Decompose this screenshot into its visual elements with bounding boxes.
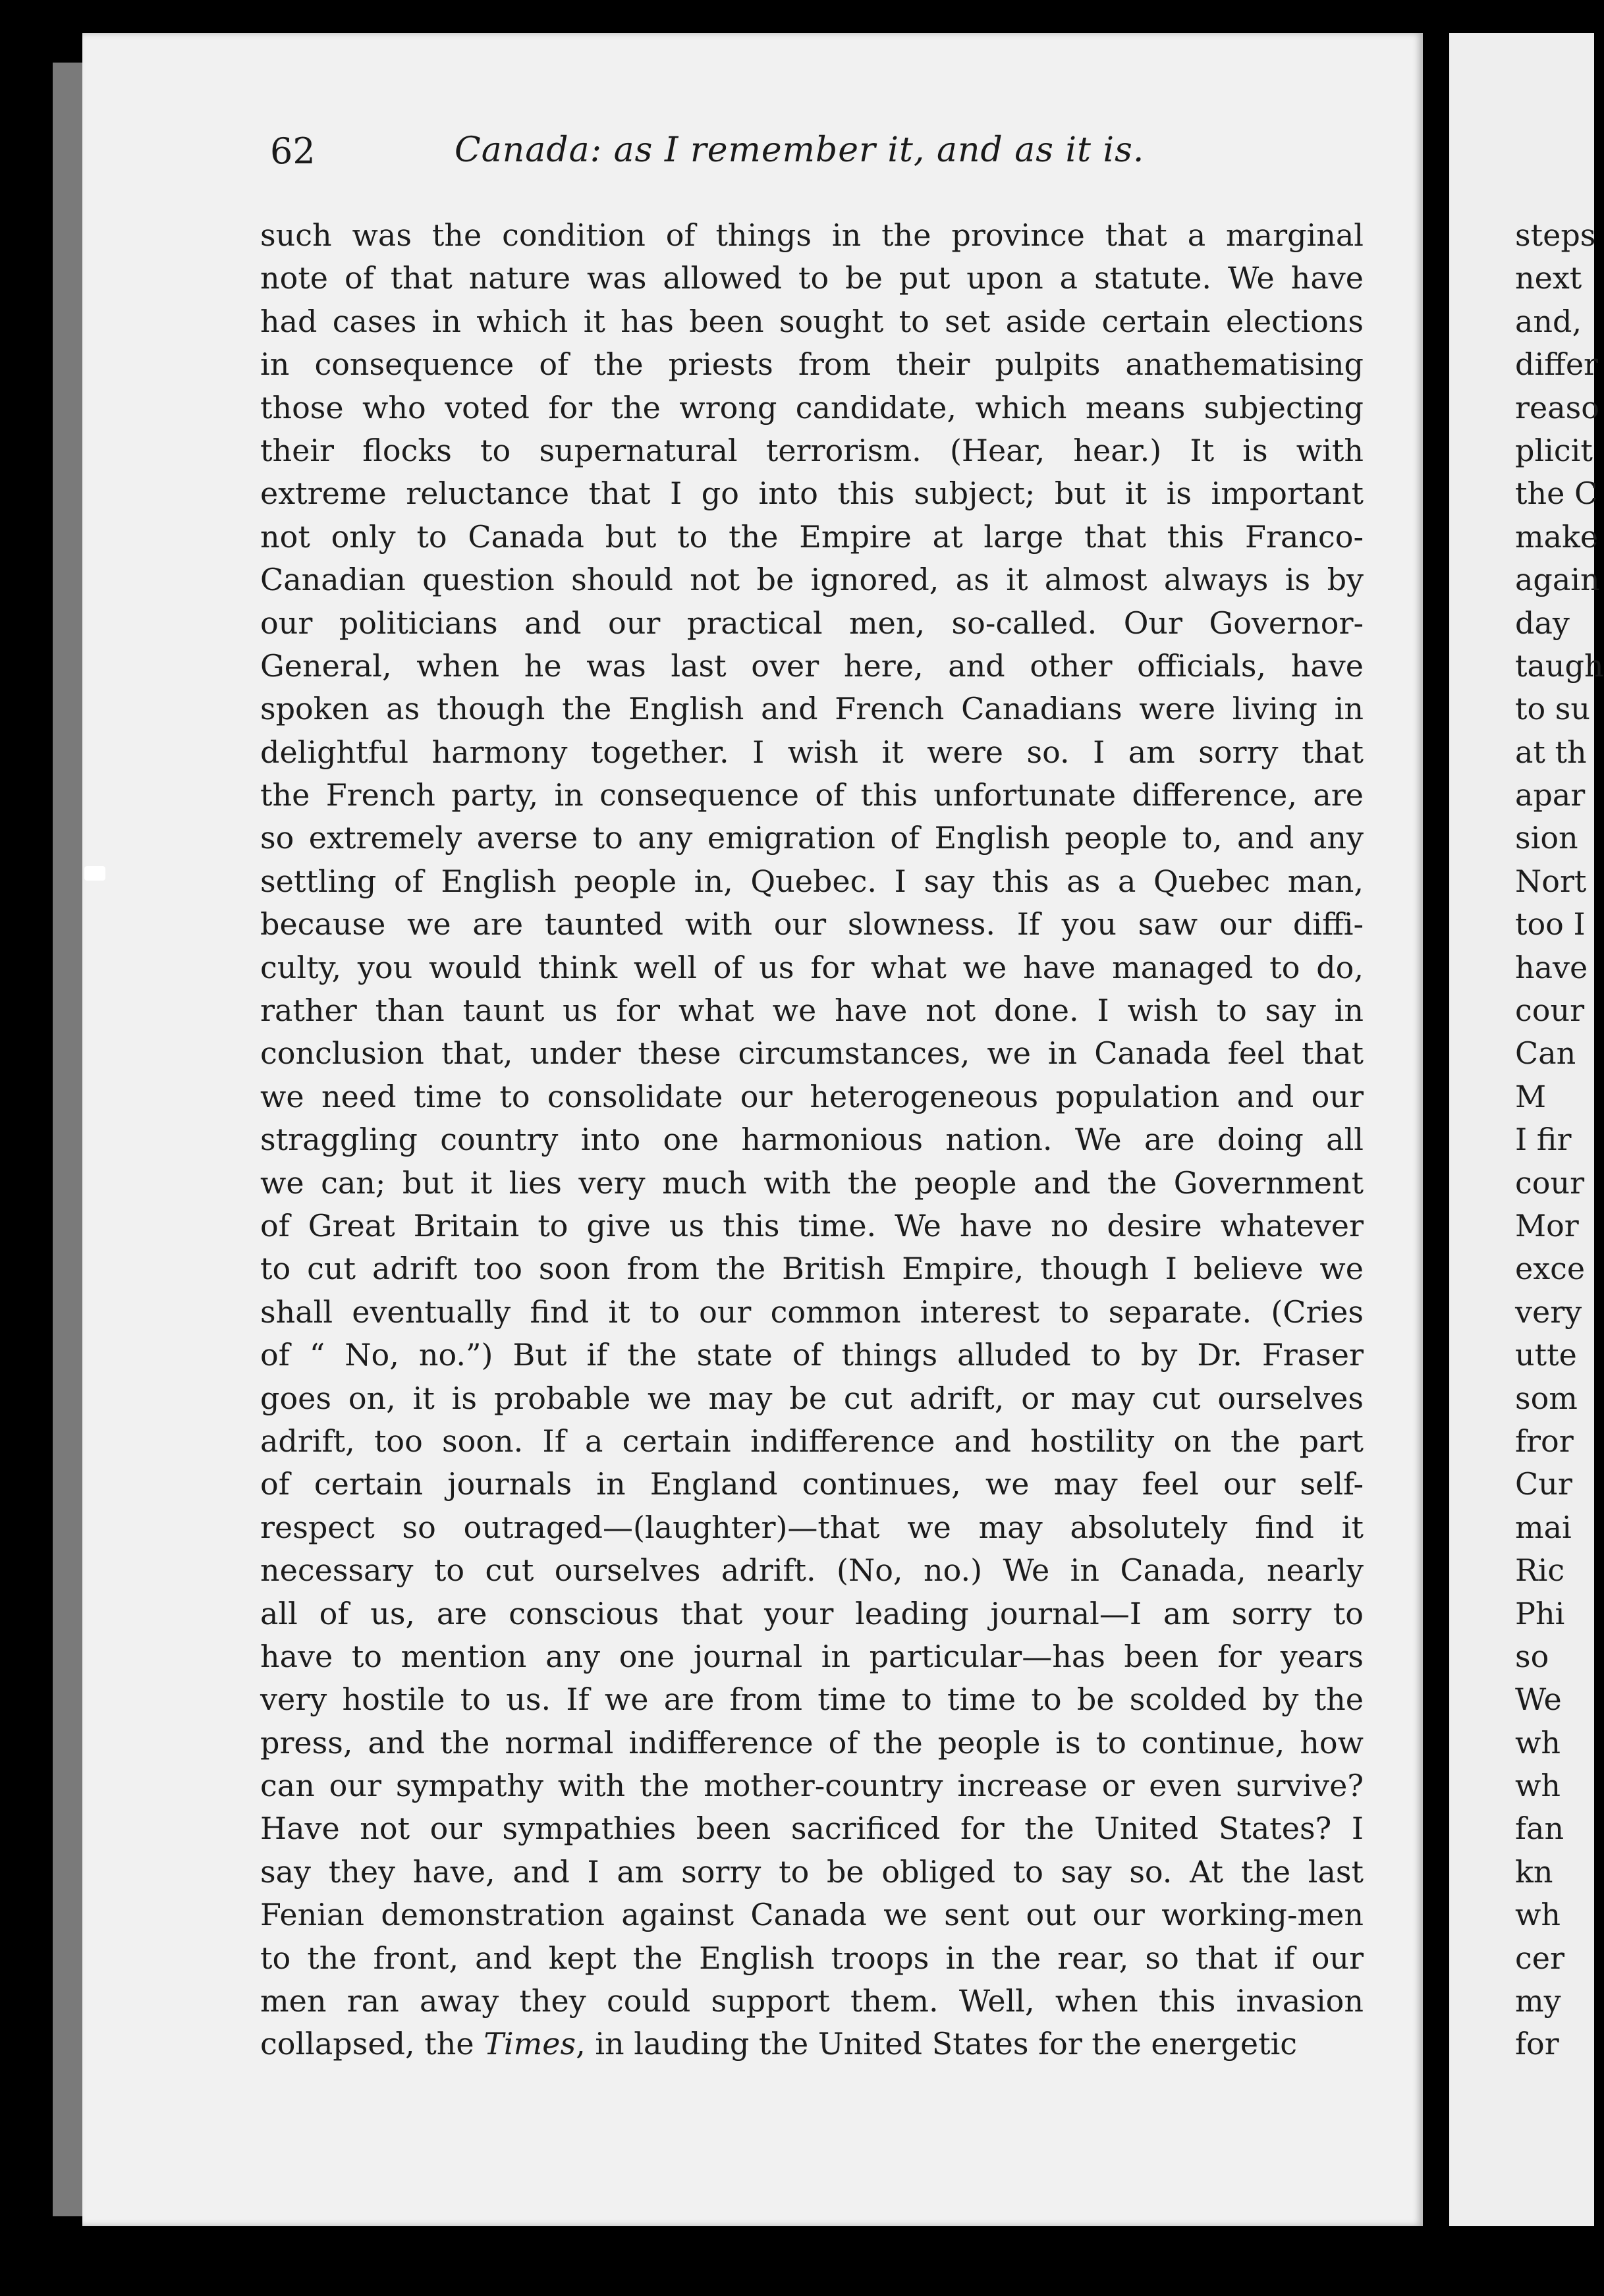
facing-page-fragment: and,: [1515, 303, 1582, 339]
text-line: adrift, too soon. If a certain indifference and hostility on the part: [260, 1423, 1364, 1459]
text-line: we can; but it lies very much with the people and the Government: [260, 1164, 1364, 1201]
facing-page-fragment: again: [1515, 562, 1600, 598]
text-line: culty, you would think well of us for what we have managed to do,: [260, 949, 1364, 985]
text-line: we need time to consolidate our heterogeneous population and our: [260, 1078, 1364, 1114]
text-line: to cut adrift too soon from the British Empire, though I believe we: [260, 1251, 1364, 1287]
text-line: shall eventually find it to our common interest to separate. (Cries: [260, 1294, 1364, 1330]
facing-page-fragment: Can: [1515, 1035, 1576, 1072]
facing-page-fragment: cour: [1515, 1164, 1585, 1201]
facing-page-fragment: for: [1515, 2026, 1559, 2062]
text-line: have to mention any one journal in particular—has been for years: [260, 1638, 1364, 1674]
facing-page-fragment: taugh: [1515, 647, 1604, 684]
facing-page-fragment: kn: [1515, 1853, 1553, 1890]
facing-page-fragment: my: [1515, 1983, 1561, 2019]
text-line: respect so outraged—(laughter)—that we may absolutely find it: [260, 1509, 1364, 1545]
facing-page-fragment: fan: [1515, 1811, 1564, 1847]
text-line: Fenian demonstration against Canada we sent out our working-men: [260, 1897, 1364, 1933]
text-line: had cases in which it has been sought to set aside certain elections: [260, 303, 1364, 339]
text-line: straggling country into one harmonious nation. We are doing all: [260, 1122, 1364, 1158]
facing-page-fragment: mai: [1515, 1509, 1572, 1545]
facing-page-fragment: cer: [1515, 1940, 1564, 1976]
text-line: of “ No, no.”) But if the state of things alluded to by Dr. Fraser: [260, 1337, 1364, 1373]
text-line: say they have, and I am sorry to be obliged to say so. At the last: [260, 1853, 1364, 1890]
facing-page-fragment: day: [1515, 605, 1570, 641]
facing-page-fragment: Nort: [1515, 863, 1587, 899]
book-binding-edge: [53, 63, 86, 2216]
text-line: extreme reluctance that I go into this subject; but it is important: [260, 476, 1364, 512]
facing-page-fragment: Ric: [1515, 1552, 1565, 1589]
facing-page-fragment: fror: [1515, 1423, 1574, 1459]
text-line: delightful harmony together. I wish it were so. I am sorry that: [260, 734, 1364, 770]
text-line: all of us, are conscious that your leading journal—I am sorry to: [260, 1595, 1364, 1631]
facing-page-fragment: steps: [1515, 217, 1596, 253]
facing-page-fragment: sion: [1515, 820, 1578, 856]
text-line: the French party, in consequence of this unfortunate difference, are: [260, 777, 1364, 813]
facing-page-fragment: Phi: [1515, 1595, 1565, 1631]
facing-page-fragment: the C: [1515, 476, 1598, 512]
facing-page-fragment: exce: [1515, 1251, 1586, 1287]
facing-page-fragment: plicit: [1515, 432, 1593, 468]
text-line: collapsed, the Times, in lauding the United States for the energetic: [260, 2026, 1298, 2062]
text-line: their flocks to supernatural terrorism. (Hear, hear.) It is with: [260, 432, 1364, 468]
facing-page-fragment: to su: [1515, 691, 1591, 727]
text-line: note of that nature was allowed to be put upon a statute. We have: [260, 260, 1364, 296]
text-line: those who voted for the wrong candidate, which means subjecting: [260, 389, 1364, 425]
facing-page-fragment: cour: [1515, 993, 1585, 1029]
text-line: of Great Britain to give us this time. We have no desire whatever: [260, 1207, 1364, 1244]
facing-page-fragment: have: [1515, 949, 1588, 985]
facing-page-fragment: at th: [1515, 734, 1587, 770]
text-line: can our sympathy with the mother-country increase or even survive?: [260, 1768, 1364, 1804]
text-line: goes on, it is probable we may be cut adrift, or may cut ourselves: [260, 1380, 1364, 1416]
text-line: so extremely averse to any emigration of English people to, and any: [260, 820, 1364, 856]
text-line: to the front, and kept the English troops in the rear, so that if our: [260, 1940, 1364, 1976]
text-line: conclusion that, under these circumstances, we in Canada feel that: [260, 1035, 1364, 1072]
text-line: such was the condition of things in the province that a marginal: [260, 217, 1364, 253]
italic-word: Times: [484, 2026, 576, 2062]
facing-page-fragment: make: [1515, 518, 1599, 555]
text-line: press, and the normal indifference of the people is to continue, how: [260, 1724, 1364, 1761]
facing-page-fragment: too I: [1515, 906, 1586, 943]
facing-page-fragment: utte: [1515, 1337, 1577, 1373]
facing-page-fragment: very: [1515, 1294, 1582, 1330]
facing-page-fragment: wh: [1515, 1768, 1561, 1804]
facing-page-fragment: apar: [1515, 777, 1586, 813]
facing-page-fragment: differ: [1515, 346, 1599, 383]
text-line: men ran away they could support them. Well, when this invasion: [260, 1983, 1364, 2019]
text-line: settling of English people in, Quebec. I say this as a Quebec man,: [260, 863, 1364, 899]
facing-page-fragment: wh: [1515, 1897, 1561, 1933]
page-number: 62: [270, 130, 316, 172]
text-line: because we are taunted with our slowness. If you saw our diffi-: [260, 906, 1364, 943]
page-tab-mark: [84, 866, 105, 881]
text-line: in consequence of the priests from their pulpits anathematising: [260, 346, 1364, 383]
facing-page-fragment: wh: [1515, 1724, 1561, 1761]
facing-page-fragment: next: [1515, 260, 1582, 296]
facing-page-text: [1515, 214, 1604, 2066]
facing-page-fragment: We: [1515, 1681, 1562, 1718]
text-line: General, when he was last over here, and other officials, have: [260, 647, 1364, 684]
facing-page-fragment: Cur: [1515, 1466, 1572, 1502]
facing-page-fragment: so: [1515, 1638, 1549, 1674]
text-line: spoken as though the English and French Canadians were living in: [260, 691, 1364, 727]
facing-page-fragment: som: [1515, 1380, 1578, 1416]
facing-page-fragment: I fir: [1515, 1122, 1572, 1158]
body-text: [260, 214, 1364, 2066]
text-line: not only to Canada but to the Empire at large that this Franco-: [260, 518, 1364, 555]
running-title: Canada: as I remember it, and as it is.: [455, 130, 1145, 170]
text-line: rather than taunt us for what we have not done. I wish to say in: [260, 993, 1364, 1029]
text-line: very hostile to us. If we are from time to time to be scolded by the: [260, 1681, 1364, 1718]
facing-page-fragment: Mor: [1515, 1207, 1579, 1244]
text-line: necessary to cut ourselves adrift. (No, no.) We in Canada, nearly: [260, 1552, 1364, 1589]
text-line: our politicians and our practical men, so-called. Our Governor-: [260, 605, 1364, 641]
text-line: of certain journals in England continues, we may feel our self-: [260, 1466, 1364, 1502]
facing-page-fragment: reaso: [1515, 389, 1599, 425]
text-line: Canadian question should not be ignored, as it almost always is by: [260, 562, 1364, 598]
text-line: Have not our sympathies been sacrificed for the United States? I: [260, 1811, 1364, 1847]
facing-page-fragment: M: [1515, 1078, 1547, 1114]
